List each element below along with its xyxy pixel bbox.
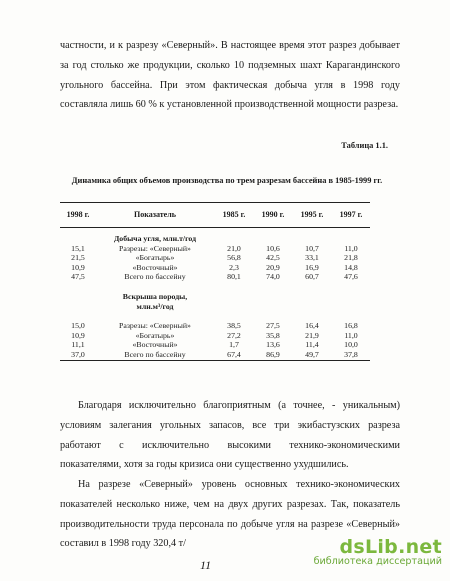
section-1-title-row — [60, 228, 370, 244]
row-label: «Восточный» — [132, 340, 178, 350]
cell-1997: 11,0 — [344, 243, 358, 253]
cell-1998: 11,1 — [71, 340, 85, 350]
table-row — [60, 321, 370, 331]
row-label: Всего по бассейну — [96, 350, 214, 360]
row-label: Разрезы: «Северный» — [119, 243, 191, 253]
cell-1998: 37,0 — [60, 350, 96, 360]
paragraph-1: частности, и к разрезу «Северный». В настоящее время этот разрез добывает за год столько же продукции, сколько 10 подземных шахт Карагандинского угольного бассейна. При этом фактическая добыча угля в 1998 году составляла лишь 60 % к установленной производственной мощности разреза. — [60, 40, 400, 111]
cell-1985: 1,7 — [229, 340, 239, 350]
table-row — [60, 272, 370, 282]
cell-1995: 16,9 — [305, 262, 319, 272]
cell-1985: 80,1 — [227, 272, 241, 282]
cell-1990: 10,6 — [266, 243, 280, 253]
table-row — [60, 253, 370, 263]
cell-1998: 15,1 — [71, 243, 85, 253]
header-1997: 1997 г. — [332, 203, 370, 228]
cell-1998: 21,5 — [71, 253, 85, 263]
table-row — [60, 244, 370, 254]
cell-1990: 20,9 — [266, 262, 280, 272]
cell-1985: 27,2 — [227, 330, 241, 340]
table-number: Таблица 1.1. — [341, 141, 388, 150]
cell-1990: 86,9 — [254, 350, 292, 360]
header-1985: 1985 г. — [214, 203, 254, 228]
watermark-subtitle: библиотека диссертаций — [313, 556, 442, 567]
cell-1997: 11,0 — [344, 330, 358, 340]
cell-1995: 21,9 — [305, 330, 319, 340]
section-2-title-line2: млн.м³/год — [136, 301, 174, 311]
page-number: 11 — [200, 558, 212, 572]
cell-1998: 10,9 — [71, 330, 85, 340]
header-1995: 1995 г. — [292, 203, 332, 228]
paragraph-3: На разрезе «Северный» уровень основных технико-экономических показателей несколько ниже, чем на двух других разрезах. Так, показатель производительности труда персонала по добыче угля на разрезе «Северный» составил в 1998 году 320,4 т/ — [60, 479, 400, 550]
section-2-title — [96, 292, 214, 311]
row-label: «Восточный» — [132, 262, 178, 272]
table-row — [60, 350, 370, 360]
header-1990: 1990 г. — [254, 203, 292, 228]
section-1-title: Добыча угля, млн.т/год — [113, 234, 197, 243]
header-1998: 1998 г. — [60, 203, 96, 228]
cell-1990: 13,6 — [266, 340, 280, 350]
table-row — [60, 263, 370, 273]
table-row — [60, 340, 370, 350]
production-table — [60, 202, 370, 361]
cell-1995: 60,7 — [305, 272, 319, 282]
watermark-site: dsLib.net — [339, 536, 442, 558]
row-label: Разрезы: «Северный» — [119, 321, 191, 331]
table-title: Динамика общих объемов производства по трем разрезам бассейна в 1985-1999 гг. — [71, 176, 383, 185]
cell-1990: 42,5 — [266, 253, 280, 263]
table-header-row — [60, 203, 370, 228]
cell-1995: 10,7 — [305, 243, 319, 253]
cell-1998: 10,9 — [71, 262, 85, 272]
cell-1995: 16,4 — [305, 321, 319, 331]
table-row — [60, 331, 370, 341]
cell-1995: 33,1 — [305, 253, 319, 263]
cell-1995: 11,4 — [305, 340, 319, 350]
cell-1990: 35,8 — [266, 330, 280, 340]
cell-1985: 21,0 — [227, 243, 241, 253]
cell-1998: 15,0 — [71, 321, 85, 331]
cell-1995: 49,7 — [292, 350, 332, 360]
cell-1997: 47,6 — [344, 272, 358, 282]
row-label: «Богатырь» — [135, 330, 175, 340]
section-2-title-row — [60, 292, 370, 311]
cell-1990: 74,0 — [266, 272, 280, 282]
header-indicator: Показатель — [96, 203, 214, 228]
cell-1998: 47,5 — [71, 272, 85, 282]
cell-1997: 21,8 — [344, 253, 358, 263]
watermark-logo[interactable] — [314, 536, 442, 567]
cell-1985: 38,5 — [227, 321, 241, 331]
cell-1985: 2,3 — [229, 262, 239, 272]
section-2-title-line1: Вскрыша породы, — [122, 291, 188, 301]
cell-1997: 14,8 — [344, 262, 358, 272]
cell-1990: 27,5 — [266, 321, 280, 331]
cell-1997: 37,8 — [332, 350, 370, 360]
cell-1997: 16,8 — [344, 321, 358, 331]
paragraph-2: Благодаря исключительно благоприятным (а точнее, - уникальным) условиям залегания угольных запасов, все три экибастузских разреза работают с исключительно высокими технико-экономическими показателями, хотя за годы кризиса они существенно ухудшились. — [60, 400, 400, 471]
row-label: Всего по бассейну — [124, 272, 186, 282]
row-label: «Богатырь» — [135, 253, 175, 263]
cell-1985: 56,8 — [227, 253, 241, 263]
cell-1985: 67,4 — [214, 350, 254, 360]
cell-1997: 10,0 — [344, 340, 358, 350]
